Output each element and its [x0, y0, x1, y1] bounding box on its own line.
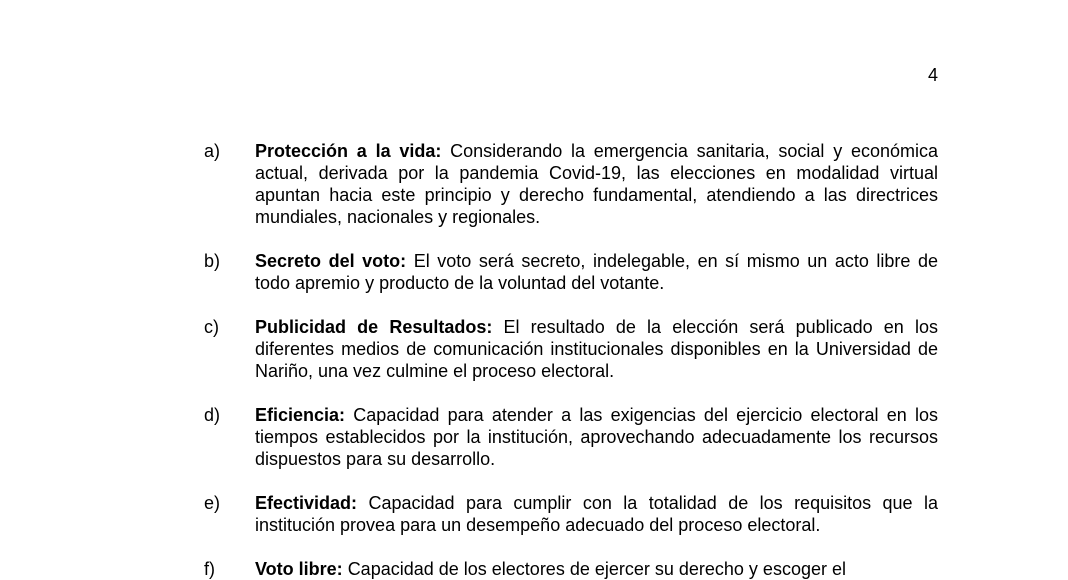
item-letter: a) — [204, 141, 221, 161]
item-term: Efectividad: — [255, 493, 358, 513]
page-number: 4 — [927, 65, 938, 85]
item-term: Voto libre: — [255, 559, 343, 579]
item-text: Capacidad de los electores de ejercer su derecho y escoger el — [347, 559, 846, 579]
item-term: Publicidad de Resultados: — [255, 317, 493, 337]
item-term: Protección a la vida: — [255, 141, 442, 161]
item-body — [255, 140, 938, 228]
item-letter: e) — [204, 493, 221, 513]
item-letter: f) — [204, 559, 215, 579]
item-term: Secreto del voto: — [255, 251, 407, 271]
item-letter: c) — [204, 317, 219, 337]
item-text: El resultado de la elección será publicado en los diferentes medios de comunicación institucionales disponibles en la Universidad de Nariño, una vez culmine el proceso electoral. — [255, 317, 938, 381]
item-body — [255, 492, 938, 536]
item-text: Capacidad para atender a las exigencias del ejercicio electoral en los tiempos establecidos por la institución, aprovechando adecuadamente los recursos dispuestos para su desarrollo. — [255, 405, 938, 469]
item-text: Capacidad para cumplir con la totalidad de los requisitos que la institución provea para un desempeño adecuado del proceso electoral. — [255, 493, 938, 535]
item-body — [255, 558, 938, 580]
item-letter: b) — [204, 251, 221, 271]
item-body — [255, 250, 938, 294]
item-letter: d) — [204, 405, 221, 425]
item-term: Eficiencia: — [255, 405, 346, 425]
item-body — [255, 404, 938, 470]
item-body — [255, 316, 938, 382]
item-text: El voto será secreto, indelegable, en sí mismo un acto libre de todo apremio y producto de la voluntad del votante. — [255, 251, 939, 293]
item-text: Considerando la emergencia sanitaria, social y económica actual, derivada por la pandemia Covid-19, las elecciones en modalidad virtual apuntan hacia este principio y derecho fundamental, atendiendo a las directrices mundiales, nacionales y regionales. — [255, 141, 939, 227]
